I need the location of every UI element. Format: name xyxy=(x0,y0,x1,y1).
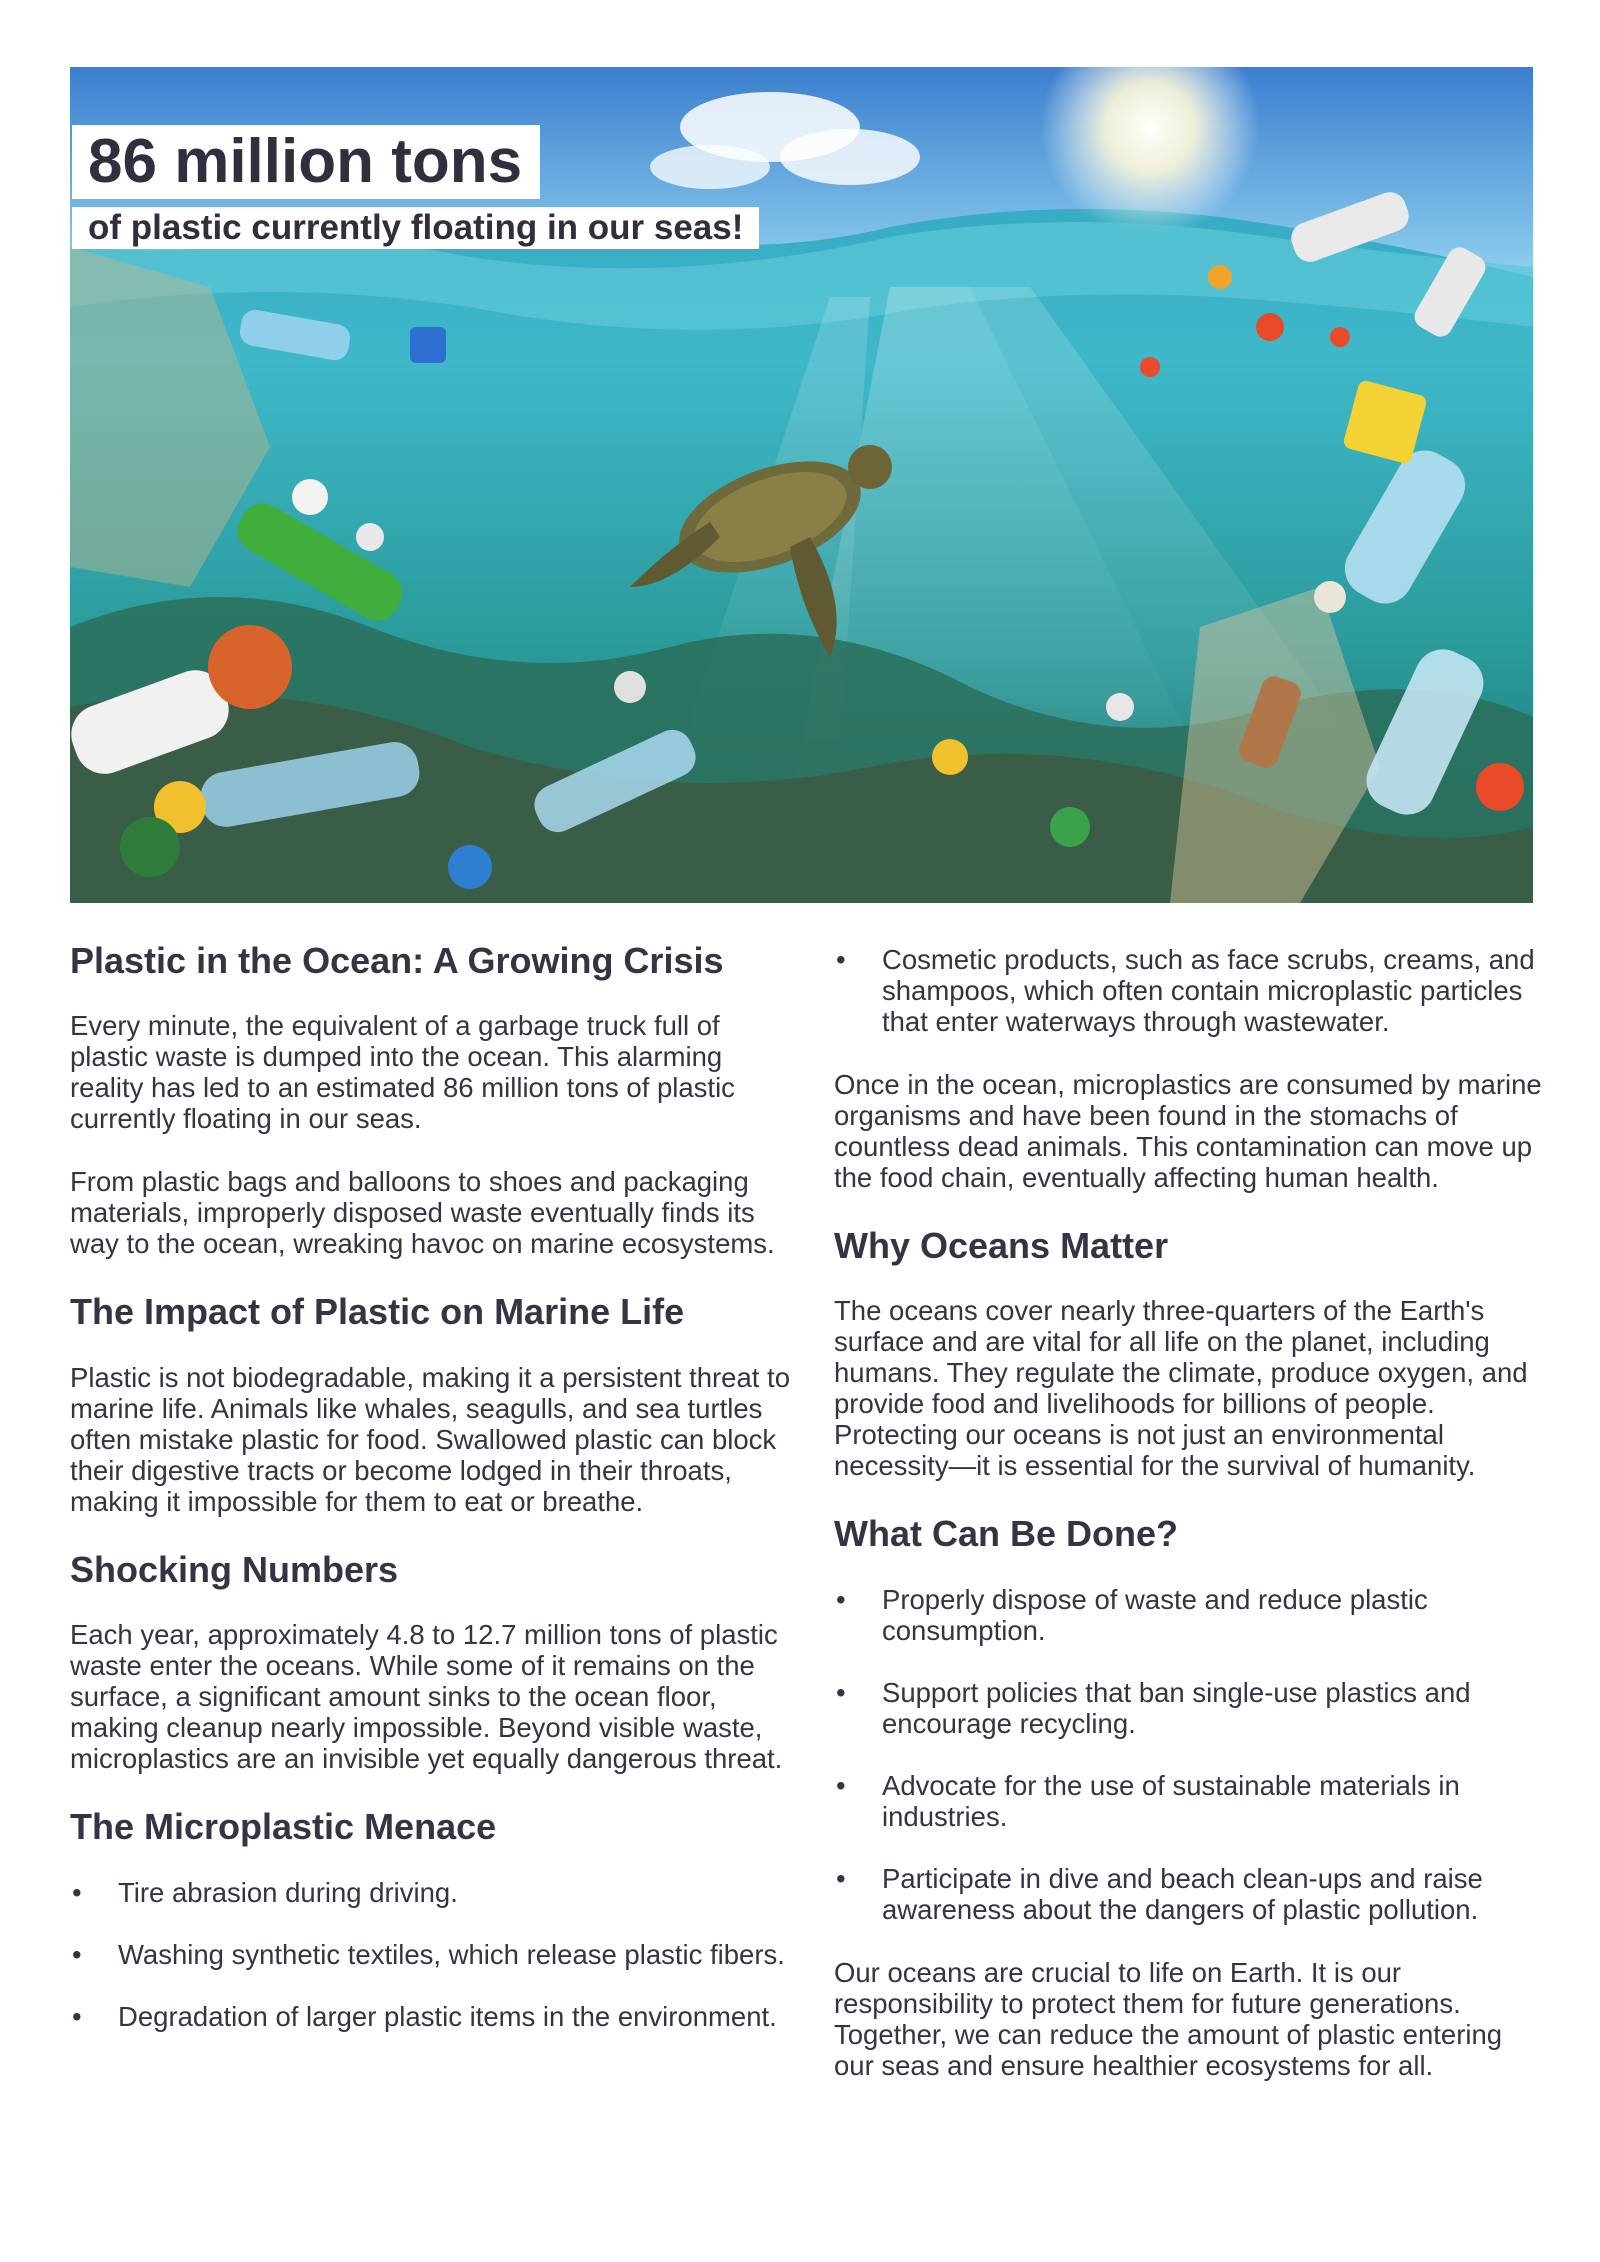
microplastic-sources-list xyxy=(70,1877,790,2032)
paragraph-crisis-2: From plastic bags and balloons to shoes and packaging materials, improperly disposed waste eventually finds its way to the ocean, wreaking havoc on marine ecosystems. xyxy=(70,1166,775,1260)
list-item xyxy=(834,1677,1544,1739)
heading-growing-crisis: Plastic in the Ocean: A Growing Crisis xyxy=(70,940,724,981)
bullet-icon: • xyxy=(72,2000,82,2032)
list-item xyxy=(70,1877,790,1908)
hero-title: 86 million tons xyxy=(72,125,540,199)
bullet-icon: • xyxy=(836,944,846,975)
list-item xyxy=(834,944,1544,1037)
right-column xyxy=(834,944,1544,2113)
list-item-text: Participate in dive and beach clean-ups and raise awareness about the dangers of plastic pollution. xyxy=(882,1862,1483,1925)
list-item xyxy=(70,2001,790,2032)
paragraph-microplastic-consumption: Once in the ocean, microplastics are consumed by marine organisms and have been found in the stomachs of countless dead animals. This contamination can move up the food chain, eventually affecting human health. xyxy=(834,1069,1542,1193)
paragraph-impact: Plastic is not biodegradable, making it a persistent threat to marine life. Animals like whales, seagulls, and sea turtles often mistake plastic for food. Swallowed plastic can block their digestive tracts or become lodged in their throats, making it impossible for them to eat or breathe. xyxy=(70,1361,790,1517)
paragraph-why-oceans: The oceans cover nearly three-quarters of the Earth's surface and are vital for all life on the planet, including humans. They regulate the climate, produce oxygen, and provide food and livelihoods for billions of people. Protecting our oceans is not just an environmental necessity—it is essential for the survival of humanity. xyxy=(834,1295,1528,1482)
hero-subtitle: of plastic currently floating in our seas! xyxy=(72,207,759,249)
list-item-text: Degradation of larger plastic items in the environment. xyxy=(118,2000,777,2032)
list-item xyxy=(834,1770,1544,1832)
list-item-text: Washing synthetic textiles, which release plastic fibers. xyxy=(118,1938,785,1970)
paragraph-crisis-1: Every minute, the equivalent of a garbage truck full of plastic waste is dumped into the ocean. This alarming reality has led to an estimated 86 million tons of plastic currently floating in our seas. xyxy=(70,1010,735,1135)
paragraph-closing: Our oceans are crucial to life on Earth. It is our responsibility to protect them for future generations. Together, we can reduce the amount of plastic entering our seas and ensure healthier ecosystems for all. xyxy=(834,1956,1503,2081)
paragraph-numbers: Each year, approximately 4.8 to 12.7 million tons of plastic waste enter the oceans. While some of it remains on the surface, a significant amount sinks to the ocean floor, making cleanup nearly impossible. Beyond visible waste, microplastics are an invisible yet equally dangerous threat. xyxy=(70,1619,783,1775)
hero-image-section xyxy=(70,67,1533,903)
microplastic-sources-list-continued xyxy=(834,944,1544,1037)
heading-impact-marine-life: The Impact of Plastic on Marine Life xyxy=(70,1291,685,1333)
heading-why-oceans-matter: Why Oceans Matter xyxy=(834,1225,1169,1266)
bullet-icon: • xyxy=(836,1862,846,1894)
bullet-icon: • xyxy=(72,1938,82,1970)
bullet-icon: • xyxy=(72,1876,82,1908)
list-item-text: Tire abrasion during driving. xyxy=(118,1876,458,1908)
left-column xyxy=(70,940,790,2064)
list-item-text: Advocate for the use of sustainable materials in industries. xyxy=(882,1769,1460,1832)
list-item-text: Support policies that ban single-use plastics and encourage recycling. xyxy=(882,1676,1471,1739)
heading-shocking-numbers: Shocking Numbers xyxy=(70,1548,399,1590)
bullet-icon: • xyxy=(836,1583,846,1615)
list-item xyxy=(70,1939,790,1970)
heading-what-can-be-done: What Can Be Done? xyxy=(834,1513,1179,1555)
actions-list xyxy=(834,1584,1544,1925)
list-item-text: Properly dispose of waste and reduce plastic consumption. xyxy=(882,1583,1428,1646)
list-item-text: Cosmetic products, such as face scrubs, creams, and shampoos, which often contain microplastic particles that enter waterways through wastewater. xyxy=(882,944,1535,1037)
list-item xyxy=(834,1584,1544,1646)
bullet-icon: • xyxy=(836,1676,846,1708)
heading-microplastic-menace: The Microplastic Menace xyxy=(70,1806,497,1848)
bullet-icon: • xyxy=(836,1769,846,1801)
list-item xyxy=(834,1863,1544,1925)
